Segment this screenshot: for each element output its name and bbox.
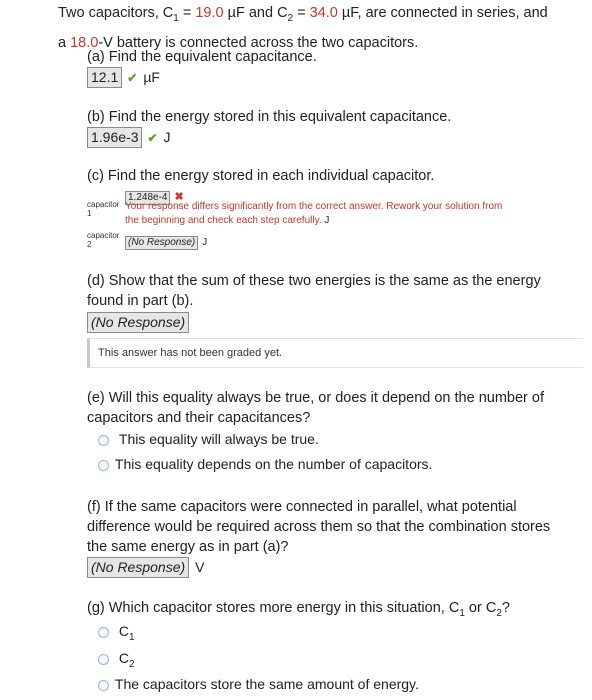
radio-button[interactable] [98,680,109,691]
cap1-answer[interactable]: 1.248e-4 [125,191,170,205]
part-e-question: (e) Will this equality always be true, or does it depend on the number of capacitors and their capacitances? [87,390,544,426]
part-d-answer-row [87,312,189,333]
cap2-answer[interactable]: (No Response) [125,236,198,250]
grading-note: This answer has not been graded yet. [87,338,583,368]
problem-line-1: Two capacitors, $C_1 = 19.0$ µF and $C_2 = 34.0$ µF, are connected in series, and [58,5,548,24]
part-f-question: (f) If the same capacitors were connected in parallel, what potential difference would be required across them so that the combination stores the same energy as in part (a)? [87,499,551,555]
cap2-unit: J [202,237,208,248]
part-g-option-c1[interactable]: $C_1$ [98,622,135,647]
voltage-value: 18.0 [70,34,99,51]
part-e-option-1[interactable]: This equality will always be true. [98,430,319,448]
part-b-answer-row [87,127,171,148]
radio-button[interactable] [98,627,109,638]
part-e-option-2[interactable]: This equality depends on the number of capacitors. [98,455,432,473]
part-g-question: (g) Which capacitor stores more energy in this situation, $C_1$ or $C_2$? [87,600,510,619]
part-a-question: (a) Find the equivalent capacitance. [87,49,317,65]
part-f-unit: V [195,559,205,575]
part-a-unit: µF [143,69,160,85]
part-f-answer-row [87,557,205,578]
part-g-option-same[interactable]: The capacitors store the same amount of energy. [98,675,419,693]
cap1-label: capacitor 1 [87,200,120,218]
problem-line-2: a 18.0-V battery is connected across the two capacitors. [58,34,419,51]
part-a-answer[interactable]: 12.1 [87,67,122,88]
cap1-feedback: Your response differs significantly from the correct answer. Rework your solution from the beginning and check each step carefully. J [125,201,503,226]
radio-button[interactable] [98,654,109,665]
part-f-answer[interactable]: (No Response) [87,557,189,578]
part-b-answer[interactable]: 1.96e-3 [87,127,142,148]
part-b-question: (b) Find the energy stored in this equivalent capacitance. [87,109,452,125]
part-b-unit: J [163,129,171,145]
radio-button[interactable] [98,435,109,446]
part-d-question: (d) Show that the sum of these two energies is the same as the energy found in part (b). [87,273,541,309]
c2-value: 34.0 [309,5,338,21]
part-d-answer[interactable]: (No Response) [87,312,189,333]
part-g-option-c2[interactable]: $C_2$ [98,649,135,674]
check-icon: ✔ [127,71,138,85]
part-c-question: (c) Find the energy stored in each individual capacitor. [87,168,435,184]
c1-value: 19.0 [195,5,224,21]
cross-icon: ✖ [174,191,184,203]
cap1-unit: J [324,215,330,226]
radio-button[interactable] [98,460,109,471]
part-a-answer-row [87,67,160,88]
problem-statement [58,3,588,53]
cap2-answer-row [125,232,207,250]
check-icon: ✔ [147,131,158,145]
cap2-label: capacitor 2 [87,231,120,249]
